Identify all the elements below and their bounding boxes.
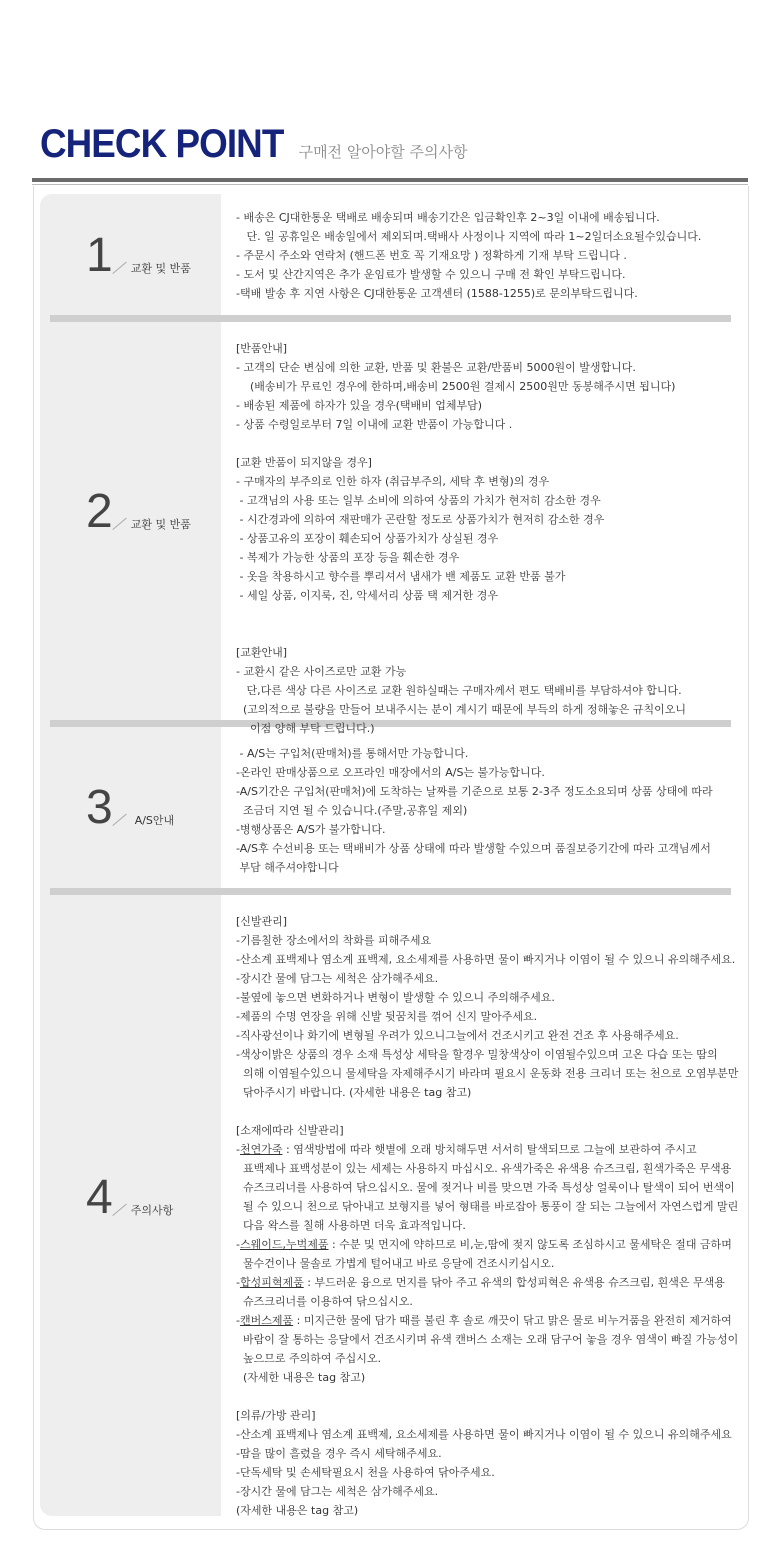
text-line: - 구매자의 부주의로 인한 하자 (취급부주의, 세탁 후 변형)의 경우 [236,475,550,488]
page-subtitle: 구매전 알아야할 주의사항 [298,143,468,161]
text-line: (자세한 내용은 tag 참고) [236,1371,366,1384]
header-divider-thin [32,184,748,185]
text-line: [의류/가방 관리] [236,1409,316,1422]
text-line: 슈즈크리너를 이용하여 닦으십시오. [236,1295,413,1308]
text-line: -단독세탁 및 손세탁필요시 천을 사용하여 닦아주세요. [236,1466,495,1479]
section-number: 1 [86,229,113,282]
section-number: 2 [86,485,113,538]
text-line: 슈즈크리너를 사용하여 닦으십시오. 물에 젖거나 비를 맞으면 가죽 특성상 얼룩이나 탈색이 되어 번색이 [236,1181,735,1194]
text-line: 단,다른 색상 다른 사이즈로 교환 원하실때는 구매자께서 편도 택배비를 부담하셔야 합니다. [236,684,682,697]
text-line: - 주문시 주소와 연락처 (핸드폰 번호 꼭 기재요망 ) 정확하게 기재 부탁 드립니다 . [236,249,627,262]
section-label: A/S안내 [134,814,175,827]
text-line: -색상이밝은 상품의 경우 소재 특성상 세탁을 할경우 밀창색상이 이염될수있으며 고온 다습 또는 땀의 [236,1048,718,1061]
section-4-heading [86,1171,174,1224]
header-divider [32,178,748,182]
text-line: - 옷을 착용하시고 향수를 뿌리셔서 냄새가 밴 제품도 교환 반품 불가 [236,570,566,583]
text-line: - 상품고유의 포장이 훼손되어 상품가치가 상실된 경우 [236,532,499,545]
text-line: 높으므로 주의하여 주십시오. [236,1352,381,1365]
text-line: - 도서 및 산간지역은 추가 운임료가 발생할 수 있으니 구매 전 확인 부탁드립니다. [236,268,626,281]
text-line: - 복제가 가능한 상품의 포장 등을 훼손한 경우 [236,551,460,564]
slash-divider-icon [113,1202,129,1218]
text-line: -합성피혁제품 : 부드러운 융으로 먼지를 닦아 주고 유색의 합성피혁은 유색용 슈즈크림, 흰색은 무색용 [236,1276,725,1289]
text-line: - A/S는 구입처(판매처)를 통해서만 가능합니다. [236,747,469,760]
text-line: - 배송은 CJ대한통운 택배로 배송되며 배송기간은 입금확인후 2~3일 이내에 배송됩니다. [236,211,660,224]
section-number: 3 [86,781,113,834]
text-line [236,434,756,453]
text-line: 단. 일 공휴일은 배송일에서 제외되며.택배사 사정이나 지역에 따라 1~2일더소요될수있습니다. [236,230,702,243]
section-1-heading [86,229,191,282]
left-panel [40,194,221,1516]
text-line [236,1102,756,1121]
text-line: -온라인 판매상품으로 오프라인 매장에서의 A/S는 불가능합니다. [236,766,545,779]
text-line: -A/S후 수선비용 또는 택배비가 상품 상태에 따라 발생할 수있으며 품질보증기간에 따라 고객님께서 [236,842,711,855]
section-3-content [236,744,756,877]
text-line: [소재에따라 신발관리] [236,1124,344,1137]
text-line: 부담 해주셔야합니다 [236,861,339,874]
text-line: -땀을 많이 흘렸을 경우 즉시 세탁해주세요. [236,1447,442,1460]
text-line: 표백제나 표백성분이 있는 세제는 사용하지 마십시오. 유색가죽은 유색용 슈즈크림, 흰색가죽은 무색용 [236,1162,732,1175]
text-line: -병행상품은 A/S가 불가합니다. [236,823,386,836]
text-line: -A/S기간은 구입처(판매처)에 도착하는 날짜를 기준으로 보통 2-3주 정도소요되며 상품 상태에 따라 [236,785,713,798]
section-label: 교환 및 반품 [130,262,191,275]
slash-divider-icon [113,812,129,828]
text-line: - 시간경과에 의하여 재판매가 곤란할 정도로 상품가치가 현저히 감소한 경우 [236,513,605,526]
section-2-content [236,339,756,738]
text-line: -택배 발송 후 지연 사항은 CJ대한통운 고객센터 (1588-1255)로 문의부탁드립니다. [236,287,638,300]
section-4-content [236,912,756,1520]
text-line: -직사광선이나 화기에 변형될 우려가 있으니그늘에서 건조시키고 완전 건조 후 사용해주세요. [236,1029,679,1042]
text-line [236,1387,756,1406]
slash-divider-icon [113,516,129,532]
section-1-content [236,208,756,303]
text-line: -제품의 수명 연장을 위해 신발 뒷꿈치를 꺾어 신지 말아주세요. [236,1010,538,1023]
text-line: (배송비가 무료인 경우에 한하며,배송비 2500원 결제시 2500원만 동봉해주시면 됩니다) [236,380,676,393]
text-line: -스웨이드,누벅제품 : 수분 및 먼지에 약하므로 비,눈,땀에 젖지 않도록 조심하시고 물세탁은 절대 금하며 [236,1238,732,1251]
text-line: -산소계 표백제나 염소계 표백제, 요소세제를 사용하면 물이 빠지거나 이염이 될 수 있으니 유의해주세요. [236,953,736,966]
text-line: 다음 왁스를 칠해 사용하면 더욱 효과적입니다. [236,1219,466,1232]
text-line: -천연가죽 : 염색방법에 따라 햇볕에 오래 방치해두면 서서히 탈색되므로 그늘에 보관하여 주시고 [236,1143,697,1156]
text-line: (고의적으로 불량을 만들어 보내주시는 분이 계시기 때문에 부득의 하게 정해놓은 규칙이오니 [236,703,687,716]
section-2-heading [86,485,191,538]
text-line: 바람이 잘 통하는 응달에서 건조시키며 유색 캔버스 소재는 오래 담구어 놓을 경우 염색이 빠질 가능성이 [236,1333,739,1346]
text-line: [교환안내] [236,646,288,659]
text-line: - 배송된 제품에 하자가 있을 경우(택배비 업체부담) [236,399,483,412]
text-line: [신발관리] [236,915,288,928]
text-line: -불옆에 놓으면 변화하거나 변형이 발생할 수 있으니 주의해주세요. [236,991,555,1004]
section-divider [50,888,731,895]
text-line: -캔버스제품 : 미지근한 물에 담가 때를 불린 후 솔로 깨끗이 닦고 맑은 물로 비누거품을 완전히 제거하여 [236,1314,732,1327]
text-line: 닦아주시기 바랍니다. (자세한 내용은 tag 참고) [236,1086,472,1099]
text-line: - 세일 상품, 이지룩, 진, 악세서리 상품 택 제거한 경우 [236,589,498,602]
text-line: - 교환시 같은 사이즈로만 교환 가능 [236,665,407,678]
page-title: CHECK POINT [40,122,284,166]
text-line [236,605,756,624]
text-line: -장시간 물에 담그는 세척은 삼가해주세요. [236,1485,439,1498]
text-line: -기름칠한 장소에서의 착화를 피해주세요 [236,934,432,947]
text-line: 이점 양해 부탁 드립니다.) [236,722,375,735]
slash-divider-icon [113,260,129,276]
section-divider [50,315,731,322]
text-line: - 고객의 단순 변심에 의한 교환, 반품 및 환불은 교환/반품비 5000원이 발생합니다. [236,361,636,374]
text-line: 의해 이염될수있으니 물세탁을 자제해주시기 바라며 필요시 운동화 전용 크리너 또는 천으로 오염부분만 [236,1067,739,1080]
text-line: -산소계 표백제나 염소계 표백제, 요소세제를 사용하면 물이 빠지거나 이염이 될 수 있으니 유의해주세요 [236,1428,732,1441]
section-label: 주의사항 [130,1204,174,1217]
text-line: [반품안내] [236,342,288,355]
text-line: 조금더 지연 될 수 있습니다.(주말,공휴일 제외) [236,804,468,817]
text-line: (자세한 내용은 tag 참고) [236,1504,359,1517]
text-line: - 상품 수령일로부터 7일 이내에 교환 반품이 가능합니다 . [236,418,513,431]
text-line: 물수건이나 물솔로 가볍게 털어내고 바로 응달에 건조시키십시오. [236,1257,555,1270]
section-label: 교환 및 반품 [130,518,191,531]
text-line: [교환 반품이 되지않을 경우] [236,456,372,469]
section-3-heading [86,781,175,834]
section-number: 4 [86,1171,113,1224]
text-line [236,624,756,643]
text-line: - 고객님의 사용 또는 일부 소비에 의하여 상품의 가치가 현저히 감소한 경우 [236,494,601,507]
text-line: -장시간 물에 담그는 세척은 삼가해주세요. [236,972,439,985]
text-line: 될 수 있으니 천으로 닦아내고 보형지를 넣어 형태를 바로잡아 통풍이 잘 되는 그늘에서 자연스럽게 말린 [236,1200,739,1213]
page-header [40,122,468,166]
